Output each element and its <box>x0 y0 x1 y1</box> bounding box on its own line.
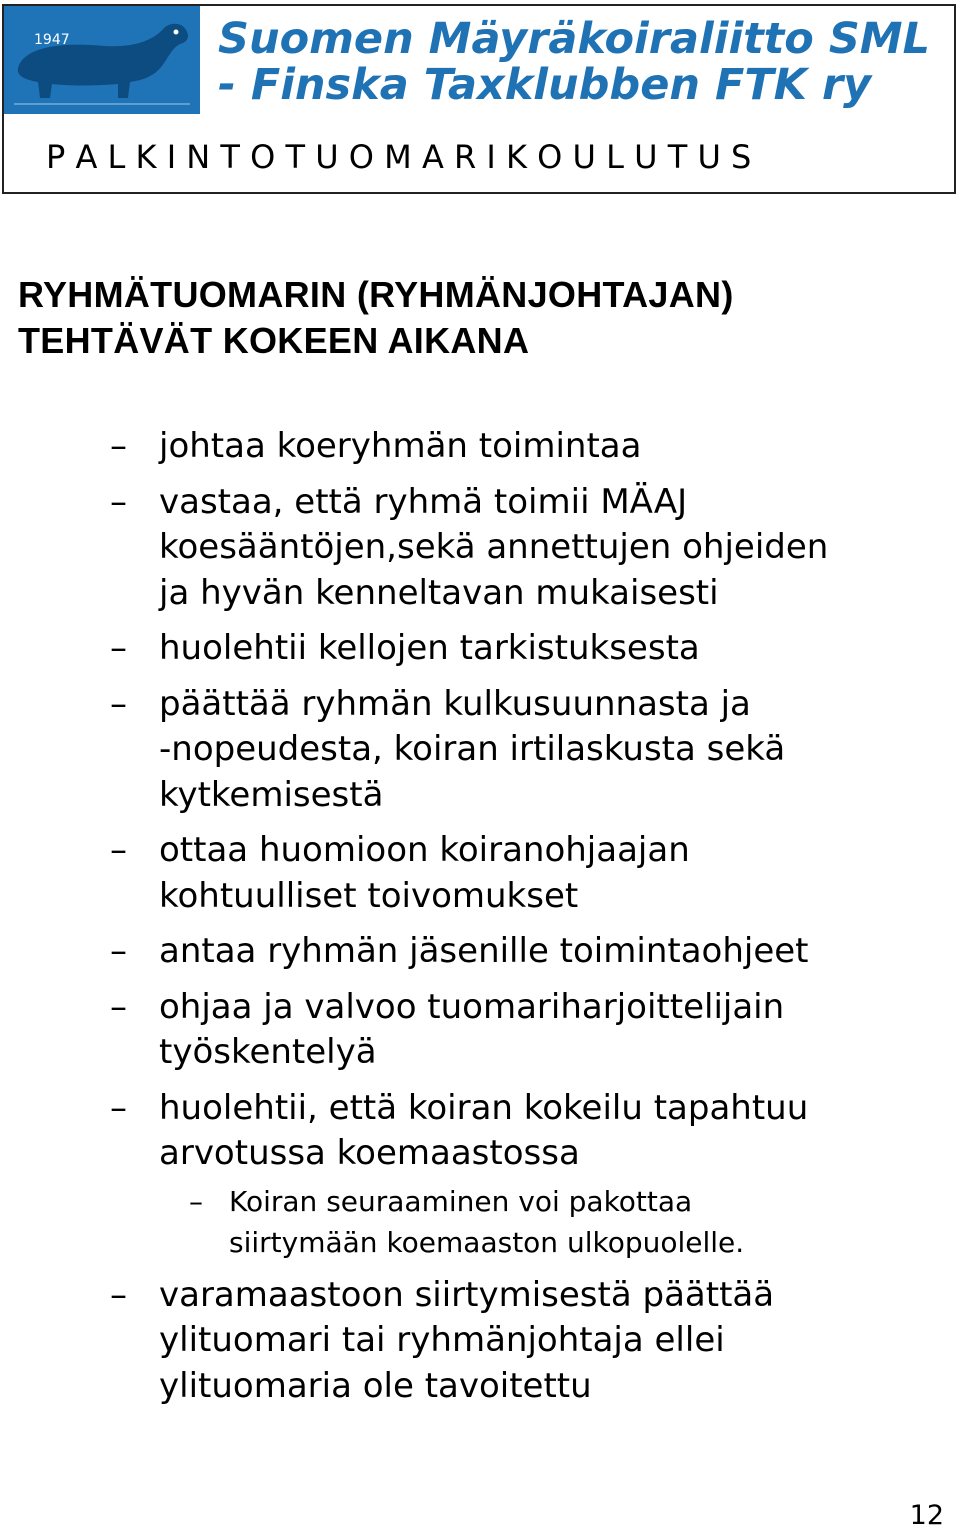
duty-text-line: varamaastoon siirtymisestä päättää <box>159 1274 775 1315</box>
section-heading-line-1: RYHMÄTUOMARIN (RYHMÄNJOHTAJAN) <box>18 274 734 315</box>
duty-item <box>0 929 960 975</box>
duty-text-line: ottaa huomioon koiranohjaajan <box>159 830 690 870</box>
sub-item <box>159 1181 930 1263</box>
bullet-dash: – <box>110 683 127 724</box>
sub-list <box>159 1181 930 1263</box>
duty-text-line: ylituomaria ole tavoitettu <box>159 1365 592 1406</box>
duty-text-line: antaa ryhmän jäsenille toimintaohjeet <box>159 931 809 971</box>
dachshund-icon <box>4 6 200 114</box>
duty-text-line: koesääntöjen,sekä annettujen ohjeiden <box>159 527 829 567</box>
page-number: 12 <box>909 1500 944 1531</box>
club-logo <box>4 6 200 114</box>
logo-year: 1947 <box>34 32 70 48</box>
sub-text-line: siirtymään koemaaston ulkopuolelle. <box>229 1225 745 1259</box>
sub-text-line: Koiran seuraaminen voi pakottaa <box>229 1184 693 1218</box>
duty-text-line: kytkemisestä <box>159 774 384 815</box>
duty-list <box>0 424 960 1419</box>
bullet-dash: – <box>110 931 127 971</box>
bullet-dash: – <box>110 1274 127 1315</box>
duty-text-line: ja hyvän kenneltavan mukaisesti <box>159 572 719 613</box>
duty-item <box>0 828 960 919</box>
duty-text-line: huolehtii, että koiran kokeilu tapahtuu <box>159 1087 809 1128</box>
duty-item <box>0 424 960 470</box>
bullet-dash: – <box>110 426 127 466</box>
duty-text-line: päättää ryhmän kulkusuunnasta ja <box>159 683 751 724</box>
course-title: P A L K I N T O T U O M A R I K O U L U T U S <box>46 138 752 176</box>
duty-text-line: vastaa, että ryhmä toimii MÄAJ <box>159 481 688 522</box>
duty-text-line: kohtuulliset toivomukset <box>159 875 579 916</box>
duty-item <box>0 480 960 617</box>
duty-item <box>0 985 960 1076</box>
duty-text-line: arvotussa koemaastossa <box>159 1133 580 1173</box>
duty-text-line: ohjaa ja valvoo tuomariharjoittelijain <box>159 986 785 1027</box>
duty-text-line: työskentelyä <box>159 1032 377 1072</box>
duty-item <box>0 682 960 819</box>
bullet-dash: – <box>110 986 127 1027</box>
bullet-dash: – <box>110 481 127 522</box>
banner-line-1: Suomen Mäyräkoiraliitto SML <box>218 14 930 64</box>
page-header <box>2 4 956 194</box>
club-banner <box>4 6 954 114</box>
duty-item <box>0 1086 960 1263</box>
duty-text-line: ylituomari tai ryhmänjohtaja ellei <box>159 1320 725 1360</box>
bullet-dash: – <box>110 1087 127 1128</box>
duty-item <box>0 1273 960 1410</box>
banner-line-2: - Finska Taxklubben FTK ry <box>218 60 872 110</box>
duty-text-line: johtaa koeryhmän toimintaa <box>159 426 642 466</box>
duty-text-line: -nopeudesta, koiran irtilaskusta sekä <box>159 729 786 769</box>
duty-item <box>0 626 960 672</box>
section-heading-line-2: TEHTÄVÄT KOKEEN AIKANA <box>18 320 530 361</box>
duty-text-line: huolehtii kellojen tarkistuksesta <box>159 628 700 668</box>
bullet-dash: – <box>110 830 127 870</box>
bullet-dash: – <box>110 628 127 668</box>
bullet-dash: – <box>189 1184 203 1218</box>
section-heading <box>18 272 734 364</box>
